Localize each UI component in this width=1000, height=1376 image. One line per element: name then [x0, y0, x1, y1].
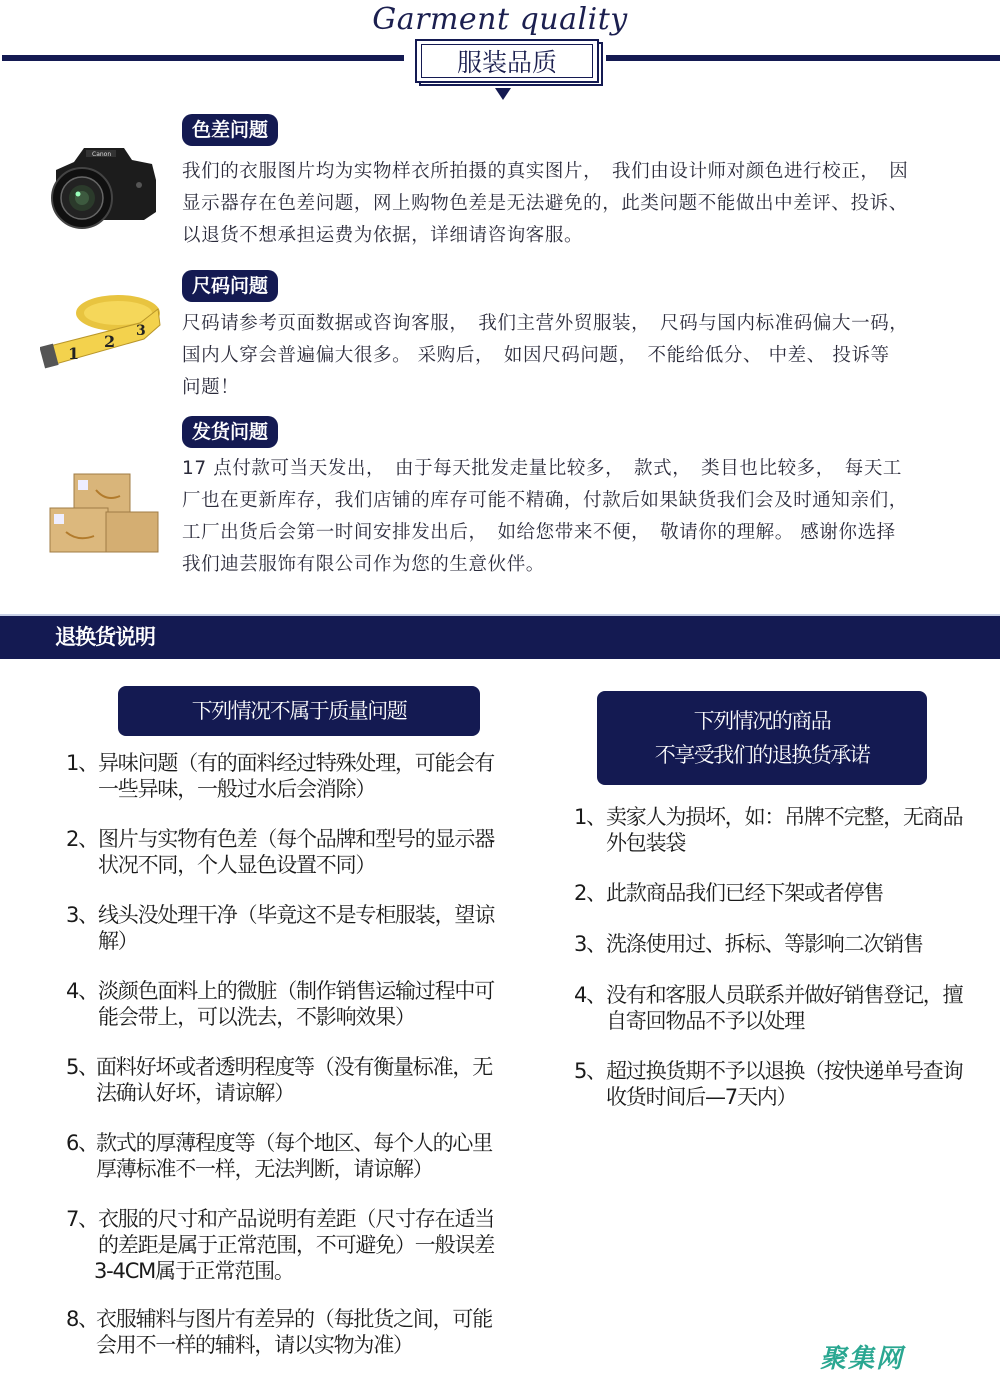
list-line: 此款商品我们已经下架或者停售 [606, 881, 884, 905]
list-line: 厚薄标准不一样，无法判断，请谅解） [96, 1157, 433, 1181]
list-item [66, 978, 536, 1054]
down-triangle-icon [495, 88, 511, 100]
list-number: 7、 [66, 1207, 98, 1231]
list-line: 收货时间后—7天内） [606, 1085, 797, 1109]
list-line: 图片与实物有色差（每个品牌和型号的显示器 [98, 827, 494, 851]
list-number: 5、 [66, 1055, 98, 1079]
list-line: 淡颜色面料上的微脏（制作销售运输过程中可 [98, 979, 494, 1003]
list-item [574, 931, 994, 982]
list-item [66, 1054, 536, 1130]
paragraph-line: 17 点付款可当天发出， 由于每天批发走量比较多， 款式， 类目也比较多， 每天工 [182, 458, 903, 479]
title-english: Garment quality [372, 2, 628, 37]
list-number: 1、 [66, 751, 98, 775]
paragraph-line: 尺码请参考页面数据或咨询客服， 我们主营外贸服装， 尺码与国内标准码偏大一码， [182, 313, 909, 334]
divider-left [2, 55, 404, 61]
paragraph-line: 我们迪芸服饰有限公司作为您的生意伙伴。 [182, 554, 545, 575]
list-item [66, 1306, 536, 1366]
divider-right [606, 55, 1000, 61]
list-line: 线头没处理干净（毕竟这不是专柜服装，望谅 [98, 903, 494, 927]
paragraph-size [182, 308, 972, 404]
list-item [66, 750, 536, 826]
heading-text-line1: 下列情况的商品 [693, 709, 831, 733]
list-line: 衣服的尺寸和产品说明有差距（尺寸存在适当 [98, 1207, 494, 1231]
list-line: 洗涤使用过、拆标、等影响二次销售 [606, 932, 923, 956]
list-line: 自寄回物品不予以处理 [606, 1009, 804, 1033]
paragraph-line: 厂也在更新库存，我们店铺的库存可能不精确，付款后如果缺货我们会及时通知亲们， [182, 490, 908, 511]
list-line: 的差距是属于正常范围，不可避免）一般误差 [98, 1233, 494, 1257]
paragraph-color-difference [182, 156, 972, 252]
list-line: 超过换货期不予以退换（按快递单号查询 [606, 1059, 963, 1083]
title-chinese: 服装品质 [456, 48, 557, 77]
list-line: 卖家人为损坏，如：吊牌不完整，无商品 [606, 805, 963, 829]
svg-text:1: 1 [68, 344, 80, 363]
paragraph-line: 问题！ [182, 377, 240, 398]
list-line: 衣服辅料与图片有差异的（每批货之间，可能 [96, 1307, 492, 1331]
list-line: 异味问题（有的面料经过特殊处理，可能会有 [98, 751, 494, 775]
camera-icon [44, 140, 162, 240]
svg-text:3: 3 [136, 323, 146, 339]
list-number: 2、 [574, 881, 606, 905]
heading-text-line2: 不享受我们的退换货承诺 [654, 743, 870, 767]
list-not-quality-issues [66, 750, 536, 1366]
list-line: 没有和客服人员联系并做好销售登记，擅 [606, 983, 963, 1007]
list-number: 4、 [574, 983, 606, 1007]
paragraph-line: 以退货不想承担运费为依据，详细请咨询客服。 [182, 225, 584, 246]
heading-no-return-promise [597, 691, 927, 785]
list-line: 状况不同，个人显色设置不同） [98, 853, 376, 877]
list-number: 1、 [574, 805, 606, 829]
list-line: 一些异味，一般过水后会消除） [98, 777, 376, 801]
list-item [574, 880, 994, 931]
svg-text:2: 2 [104, 332, 116, 351]
list-item [66, 902, 536, 978]
list-item [574, 1058, 994, 1118]
list-line: 会用不一样的辅料，请以实物为准） [96, 1333, 413, 1357]
measuring-tape-icon [40, 285, 165, 370]
returns-title: 退换货说明 [55, 625, 155, 649]
list-line: 面料好坏或者透明程度等（没有衡量标准，无 [96, 1055, 492, 1079]
list-number: 4、 [66, 979, 98, 1003]
paragraph-line: 国内人穿会普遍偏大很多。 采购后， 如因尺码问题， 不能给低分、 中差、 投诉等 [182, 345, 890, 366]
watermark-logo: 聚集网 [820, 1344, 905, 1374]
paragraph-line: 我们的衣服图片均为实物样衣所拍摄的真实图片， 我们由设计师对颜色进行校正， 因 [182, 161, 909, 182]
svg-text:Canon: Canon [92, 151, 112, 158]
list-no-return [574, 804, 994, 1118]
list-line: 3-4CM属于正常范围。 [94, 1259, 294, 1283]
list-item [574, 804, 994, 880]
list-line: 法确认好坏，请谅解） [96, 1081, 294, 1105]
shipping-boxes-icon [46, 470, 161, 555]
list-item [574, 982, 994, 1058]
heading-text: 下列情况不属于质量问题 [191, 699, 407, 723]
paragraph-shipping [182, 453, 972, 581]
title-box [415, 39, 599, 83]
badge-color-difference: 色差问题 [182, 114, 278, 146]
badge-size: 尺码问题 [182, 270, 278, 302]
paragraph-line: 显示器存在色差问题，网上购物色差是无法避免的，此类问题不能做出中差评、投诉、 [182, 193, 908, 214]
list-number: 3、 [574, 932, 606, 956]
paragraph-line: 工厂出货后会第一时间安排发出后， 如给您带来不便， 敬请你的理解。 感谢你选择 [182, 522, 896, 543]
badge-shipping: 发货问题 [182, 416, 278, 448]
list-line: 款式的厚薄程度等（每个地区、每个人的心里 [96, 1131, 492, 1155]
list-number: 5、 [574, 1059, 606, 1083]
list-number: 8、 [66, 1307, 98, 1331]
list-item [66, 826, 536, 902]
list-line: 外包装袋 [606, 831, 686, 855]
list-number: 2、 [66, 827, 98, 851]
list-number: 3、 [66, 903, 98, 927]
list-number: 6、 [66, 1131, 98, 1155]
list-line: 能会带上，可以洗去，不影响效果） [98, 1005, 415, 1029]
list-line: 解） [98, 929, 138, 953]
heading-not-quality-issues [118, 686, 480, 736]
list-item [66, 1206, 536, 1306]
list-item [66, 1130, 536, 1206]
